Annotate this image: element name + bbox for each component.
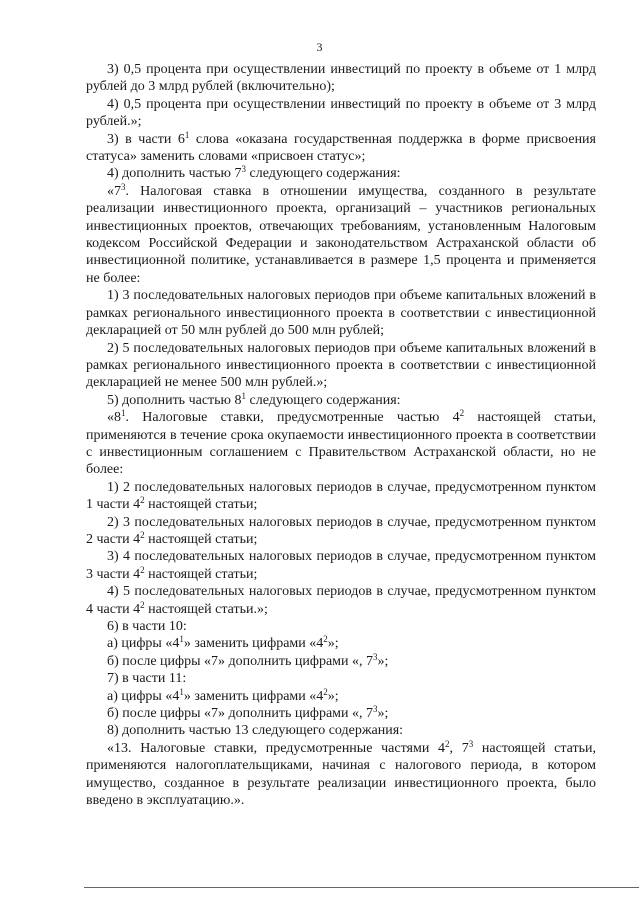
superscript: 2 bbox=[140, 495, 145, 506]
paragraph: а) цифры «$4^1$» заменить цифрами «$4^2$»; bbox=[107, 686, 339, 704]
superscript: 3 bbox=[121, 181, 126, 192]
page-number: 3 bbox=[316, 40, 323, 54]
paragraph: «13. Налоговые ставки, предусмотренные частями $4^2$, $7^3$ настоящей статьи, применяются налогоплательщиками, начиная с налогового периода, в котором имущество, созданное в результате реализации инвестиционного проекта, было введено в эксплуатацию.». bbox=[86, 738, 596, 809]
superscript: 2 bbox=[140, 529, 145, 540]
paragraph: б) после цифры «7» дополнить цифрами «, $7^3$»; bbox=[107, 651, 389, 669]
paragraph: 7) в части 11: bbox=[107, 671, 187, 687]
paragraph: 6) в части 10: bbox=[107, 619, 187, 634]
footer-rule bbox=[84, 887, 639, 888]
paragraph: 1) 3 последовательных налоговых периодов при объеме капитальных вложений в рамках регионального инвестиционного проекта в соответствии с инвестиционной декларацией от 50 млн рублей до 500 млн рублей; bbox=[86, 288, 596, 339]
paragraph: 3) в части $6^1$ слова «оказана государственная поддержка в форме присвоения статуса» заменить словами «присвоен статус»; bbox=[86, 129, 596, 165]
superscript: 3 bbox=[373, 651, 378, 662]
superscript: 2 bbox=[445, 738, 450, 749]
paragraph: «$7^3$. Налоговая ставка в отношении имущества, созданного в результате реализации инвестиционного проекта, организаций – участников региональных инвестиционных проектов, отвечающих требованиям, установленным Налоговым кодексом Российской Федерации и законодательством Астраханской области об инвестиционной политике, устанавливается в размере 1,5 процента и применяется не более: bbox=[86, 181, 596, 286]
superscript: 2 bbox=[323, 686, 328, 697]
paragraph: 1) 2 последовательных налоговых периодов в случае, предусмотренном пунктом 1 части $4^2$ настоящей статьи; bbox=[86, 479, 596, 513]
superscript: 1 bbox=[121, 408, 126, 419]
superscript: 3 bbox=[241, 164, 246, 175]
paragraph: а) цифры «$4^1$» заменить цифрами «$4^2$»; bbox=[107, 634, 339, 652]
paragraph: 5) дополнить частью $8^1$ следующего содержания: bbox=[107, 390, 401, 408]
paragraph: 4) 5 последовательных налоговых периодов в случае, предусмотренном пунктом 4 части $4^2$ настоящей статьи.»; bbox=[86, 584, 596, 617]
superscript: 1 bbox=[179, 634, 184, 645]
superscript: 2 bbox=[323, 634, 328, 645]
paragraph: б) после цифры «7» дополнить цифрами «, $7^3$»; bbox=[107, 704, 389, 722]
paragraph: 8) дополнить частью 13 следующего содержания: bbox=[107, 723, 404, 739]
superscript: 1 bbox=[184, 129, 190, 140]
paragraph: 4) дополнить частью $7^3$ следующего содержания: bbox=[107, 164, 401, 182]
paragraph: 4) 0,5 процента при осуществлении инвестиций по проекту в объеме от 3 млрд рублей.»; bbox=[86, 96, 596, 130]
document-body bbox=[86, 61, 596, 809]
paragraph: 3) 4 последовательных налоговых периодов в случае, предусмотренном пунктом 3 части $4^2$ настоящей статьи; bbox=[86, 549, 596, 582]
paragraph: «$8^1$. Налоговые ставки, предусмотренные частью $4^2$ настоящей статьи, применяются в течение срока окупаемости инвестиционного проекта в соответствии с инвестиционным соглашением с Правительством Астраханской области, но не более: bbox=[86, 408, 596, 478]
superscript: 3 bbox=[373, 704, 378, 715]
paragraph: 2) 3 последовательных налоговых периодов в случае, предусмотренном пунктом 2 части $4^2$ настоящей статьи; bbox=[86, 514, 596, 547]
paragraph: 3) 0,5 процента при осуществлении инвестиций по проекту в объеме от 1 млрд рублей до 3 млрд рублей (включительно); bbox=[86, 62, 596, 95]
superscript: 1 bbox=[241, 390, 246, 401]
superscript: 2 bbox=[459, 408, 465, 419]
superscript: 2 bbox=[140, 564, 145, 575]
superscript: 3 bbox=[468, 738, 474, 749]
superscript: 1 bbox=[179, 686, 184, 697]
paragraph: 2) 5 последовательных налоговых периодов при объеме капитальных вложений в рамках регионального инвестиционного проекта в соответствии с инвестиционной декларацией не менее 500 млн рублей.»; bbox=[86, 340, 596, 391]
superscript: 2 bbox=[140, 599, 145, 610]
